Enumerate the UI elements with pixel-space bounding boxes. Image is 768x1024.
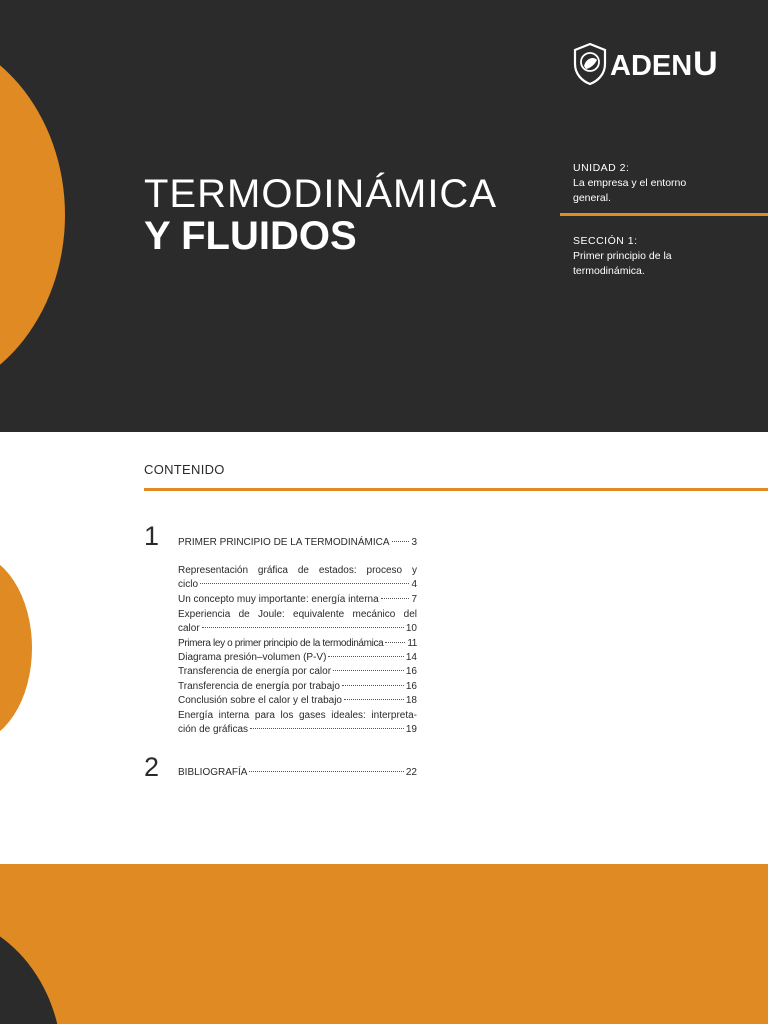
toc-page: 18	[405, 695, 417, 706]
section-label: SECCIÓN 1:	[573, 235, 638, 247]
toc-entry-2[interactable]	[178, 593, 417, 608]
toc-page: 19	[405, 724, 417, 735]
toc-page: 16	[405, 666, 417, 677]
toc-leader	[249, 771, 403, 772]
toc-entry-section2[interactable]	[178, 766, 417, 781]
toc-leader	[385, 642, 405, 643]
document-title-line1: TERMODINÁMICA	[144, 172, 497, 216]
toc-page: 16	[405, 681, 417, 692]
toc-entry-title: Primera ley o primer principio de la termodinámica	[178, 638, 384, 649]
unit-label: UNIDAD 2:	[573, 162, 630, 174]
document-title-line2: Y FLUIDOS	[144, 214, 357, 258]
unit-info	[573, 161, 763, 206]
toc-page: 3	[411, 537, 417, 548]
aden-logo	[572, 42, 718, 86]
decorative-orange-circle	[0, 30, 65, 400]
logo-text-aden: ADEN	[610, 50, 693, 82]
toc-entry-title: ción de gráficas	[178, 724, 249, 735]
toc-entry-4[interactable]	[178, 637, 417, 652]
toc-leader	[392, 541, 410, 542]
toc-entry-9[interactable]	[178, 723, 417, 738]
toc-page: 7	[411, 594, 417, 605]
contents-heading: CONTENIDO	[144, 462, 225, 477]
toc-leader	[200, 583, 409, 584]
cover-footer	[0, 864, 768, 1024]
decorative-orange-circle-mid	[0, 553, 32, 743]
logo-wordmark	[610, 47, 718, 81]
decorative-dark-circle	[0, 914, 62, 1024]
toc-entry-7[interactable]	[178, 680, 417, 695]
toc-page: 22	[405, 767, 417, 778]
toc-leader	[328, 656, 403, 657]
shield-emblem-icon	[572, 42, 608, 86]
contents-divider	[144, 488, 768, 491]
toc-entry-title: Transferencia de energía por calor	[178, 666, 332, 677]
toc-leader	[342, 685, 404, 686]
toc-leader	[202, 627, 404, 628]
toc-entry-section1[interactable]	[178, 536, 417, 551]
toc-entry-9-line1[interactable]: Energía interna para los gases ideales: interpreta-	[178, 710, 417, 721]
toc-entry-title: Conclusión sobre el calor y el trabajo	[178, 695, 342, 706]
toc-entry-title: calor	[178, 623, 200, 634]
toc-entry-title: Diagrama presión–volumen (P-V)	[178, 652, 327, 663]
toc-page: 11	[407, 638, 417, 649]
section-info	[573, 234, 763, 279]
toc-leader	[250, 728, 404, 729]
toc-entry-title: Un concepto muy importante: energía interna	[178, 594, 379, 605]
section-number-2: 2	[144, 752, 160, 782]
toc-entry-title: Transferencia de energía por trabajo	[178, 681, 340, 692]
toc-entry-1-line1[interactable]: Representación gráfica de estados: proceso y	[178, 565, 417, 576]
unit-text-line2: general.	[573, 192, 611, 204]
orange-divider	[560, 213, 768, 216]
toc-entry-title: BIBLIOGRAFÍA	[178, 767, 248, 778]
cover-header	[0, 0, 768, 432]
toc-entry-6[interactable]	[178, 665, 417, 680]
toc-page: 14	[405, 652, 417, 663]
toc-entry-title: ciclo	[178, 579, 199, 590]
toc-entry-1[interactable]	[178, 578, 417, 593]
toc-leader	[333, 670, 404, 671]
toc-entry-8[interactable]	[178, 694, 417, 709]
toc-entry-title: PRIMER PRINCIPIO DE LA TERMODINÁMICA	[178, 537, 390, 548]
toc-leader	[381, 598, 410, 599]
unit-text-line1: La empresa y el entorno	[573, 177, 687, 189]
logo-text-u: U	[693, 45, 718, 83]
toc-entry-5[interactable]	[178, 651, 417, 666]
section-text-line2: termodinámica.	[573, 265, 645, 277]
toc-page: 4	[411, 579, 417, 590]
toc-entry-3-line1[interactable]: Experiencia de Joule: equivalente mecánico del	[178, 609, 417, 620]
toc-entry-3[interactable]	[178, 622, 417, 637]
section-number-1: 1	[144, 521, 160, 551]
toc-leader	[344, 699, 404, 700]
toc-page: 10	[405, 623, 417, 634]
section-text-line1: Primer principio de la	[573, 250, 672, 262]
